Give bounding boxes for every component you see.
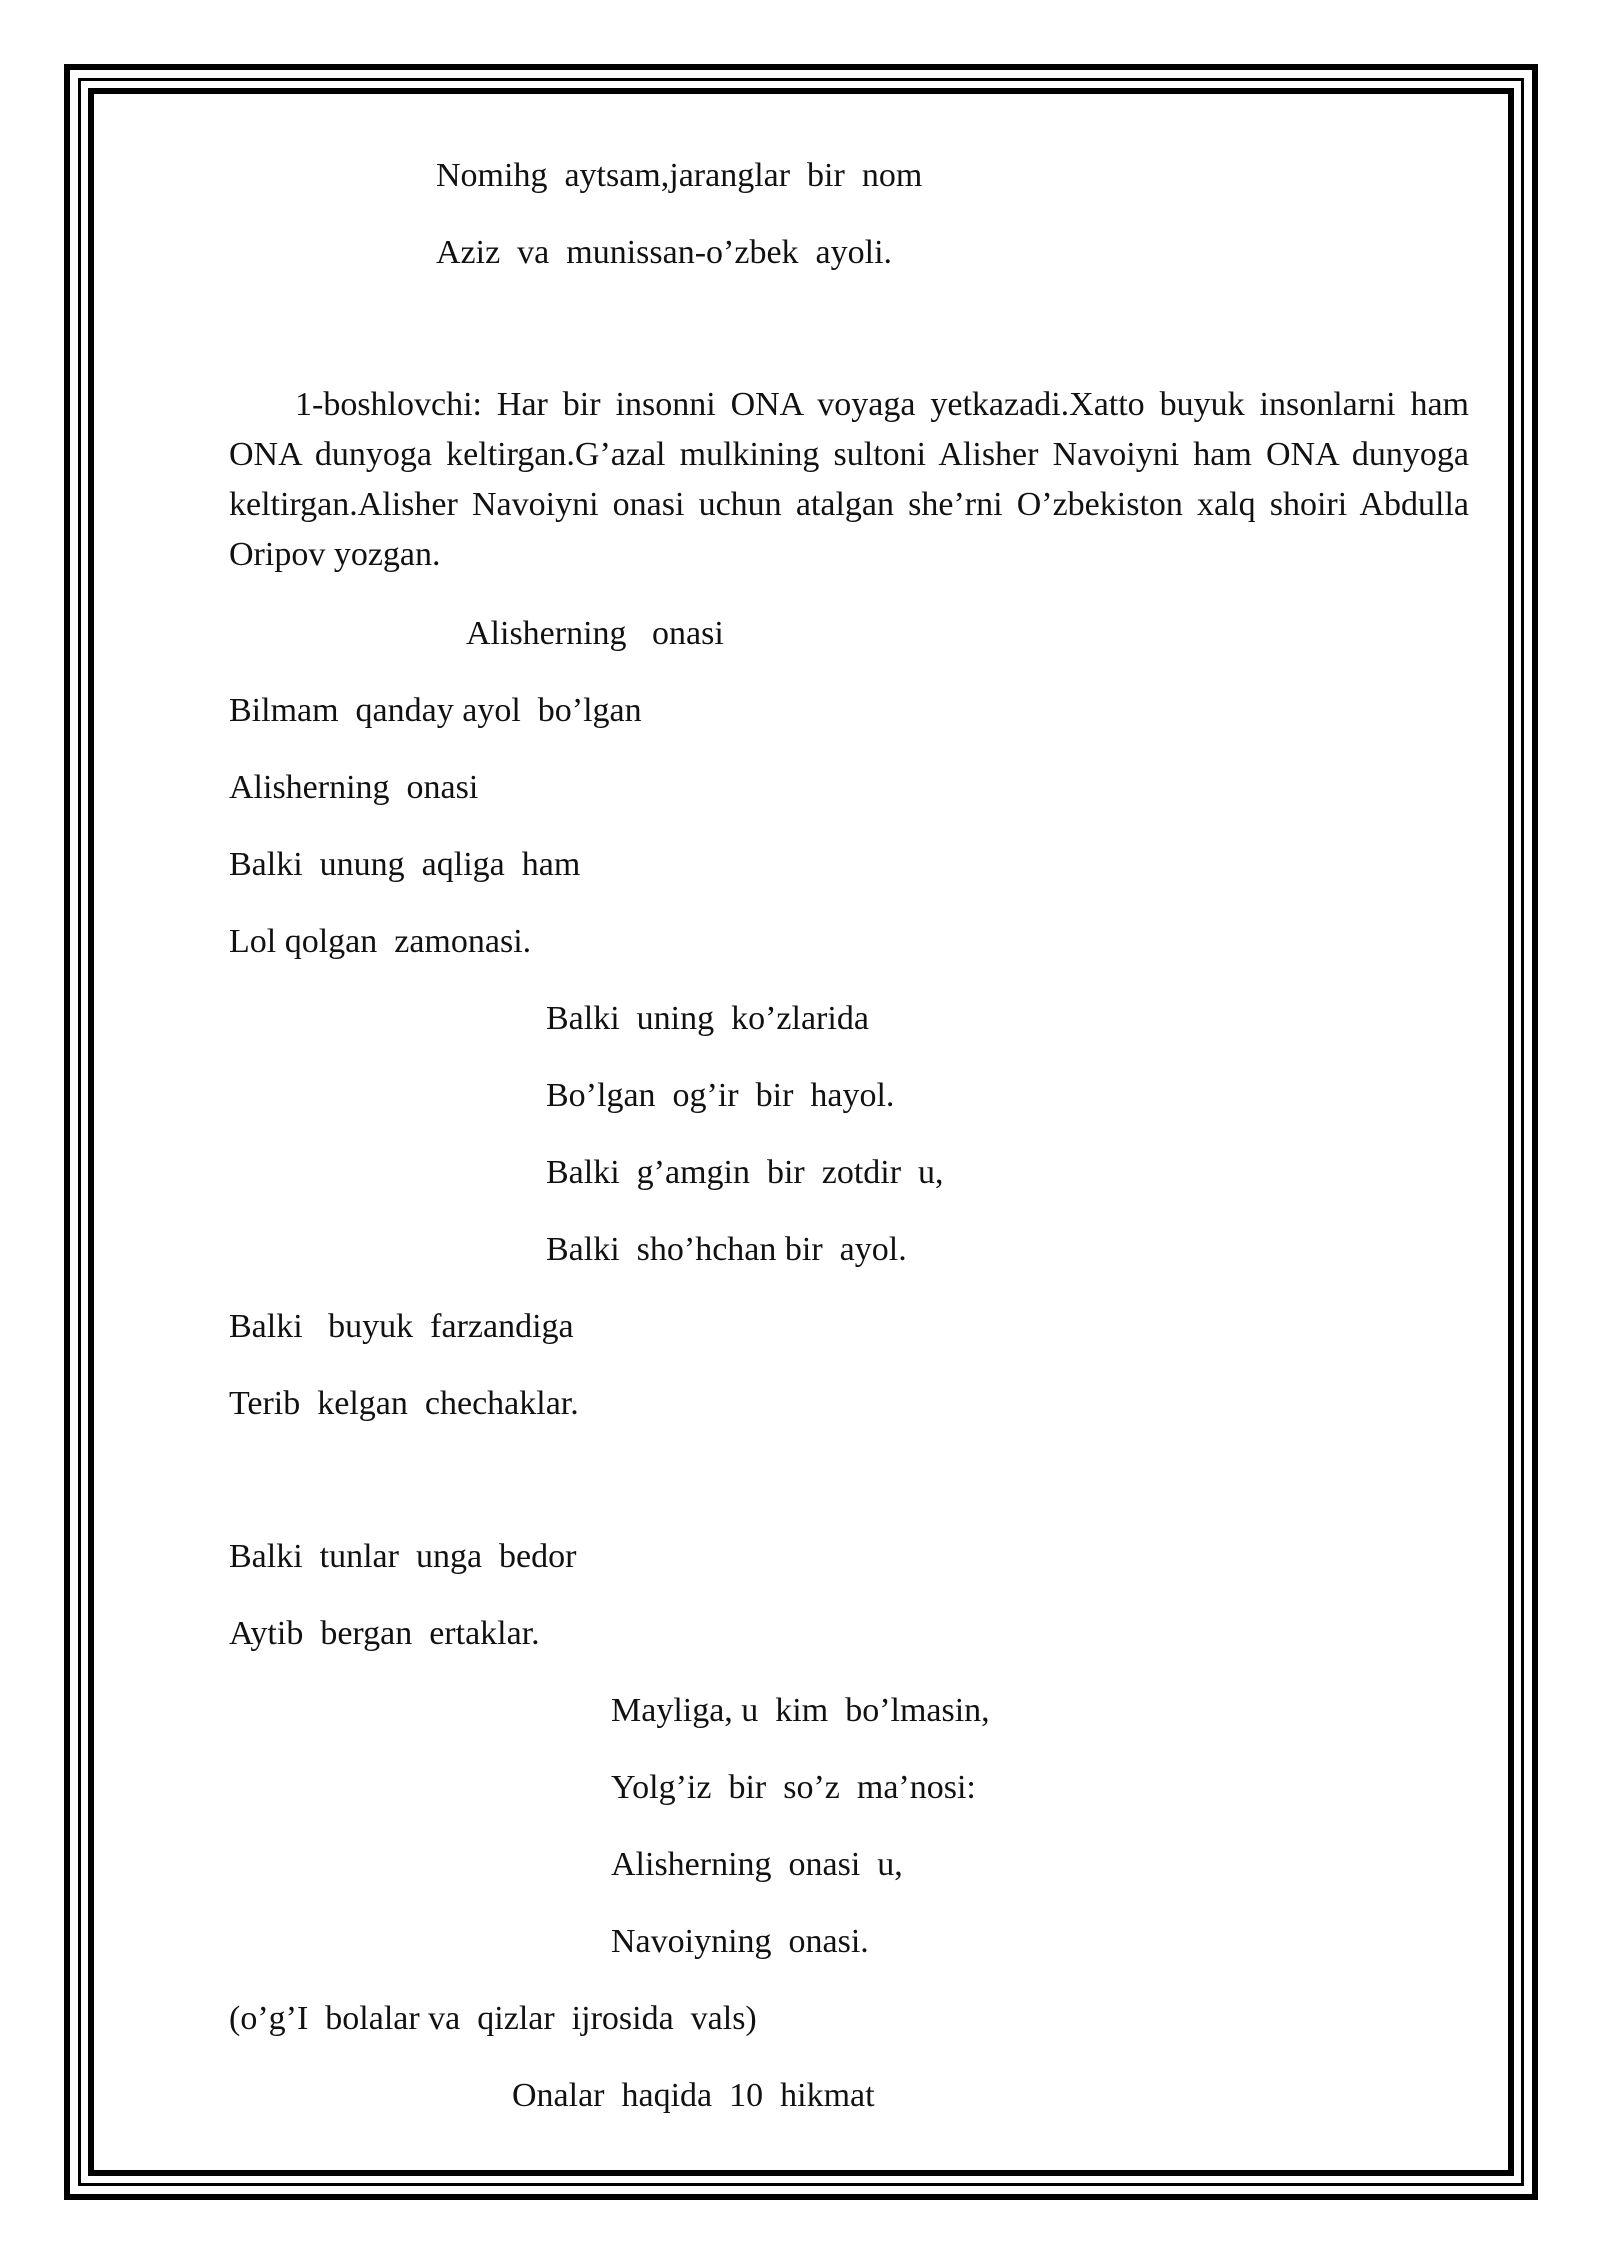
poem-line: Balki sho’hchan bir ayol. — [546, 1231, 907, 1268]
poem-line: Alisherning onasi u, — [611, 1846, 903, 1883]
intro-line: Nomihg aytsam,jaranglar bir nom — [436, 157, 923, 194]
poem-line: Navoiyning onasi. — [611, 1923, 869, 1960]
section-heading: Onalar haqida 10 hikmat — [512, 2077, 875, 2114]
poem-line: Balki buyuk farzandiga — [229, 1308, 574, 1345]
poem-line: Balki g’amgin bir zotdir u, — [546, 1154, 944, 1191]
poem-line: Balki uning ko’zlarida — [546, 1000, 869, 1037]
poem-line: Aytib bergan ertaklar. — [229, 1615, 540, 1652]
poem-line: Terib kelgan chechaklar. — [229, 1385, 579, 1422]
poem-line: Yolg’iz bir so’z ma’nosi: — [611, 1769, 976, 1806]
poem-line: Balki tunlar unga bedor — [229, 1538, 577, 1575]
poem-line: Alisherning onasi — [229, 769, 479, 806]
stage-note: (o’g’I bolalar va qizlar ijrosida vals) — [229, 2000, 757, 2037]
poem-line: Bo’lgan og’ir bir hayol. — [546, 1077, 895, 1114]
host-paragraph: 1-boshlovchi: Har bir insonni ONA voyaga yetkazadi.Xatto buyuk insonlarni ham ONA dunyoga keltirgan.G’azal mulkining sultoni Alisher Navoiyni ham ONA dunyoga keltirgan.Alisher Navoiyni onasi uchun atalgan she’rni O’zbekiston xalq shoiri Abdulla Oripov yozgan. — [229, 386, 1469, 573]
poem-title: Alisherning onasi — [466, 615, 724, 652]
poem-line: Mayliga, u kim bo’lmasin, — [611, 1692, 990, 1729]
intro-line: Aziz va munissan-o’zbek ayoli. — [436, 234, 893, 271]
poem-line: Bilmam qanday ayol bo’lgan — [229, 692, 642, 729]
poem-line: Balki unung aqliga ham — [229, 846, 581, 883]
poem-line: Lol qolgan zamonasi. — [229, 923, 532, 960]
